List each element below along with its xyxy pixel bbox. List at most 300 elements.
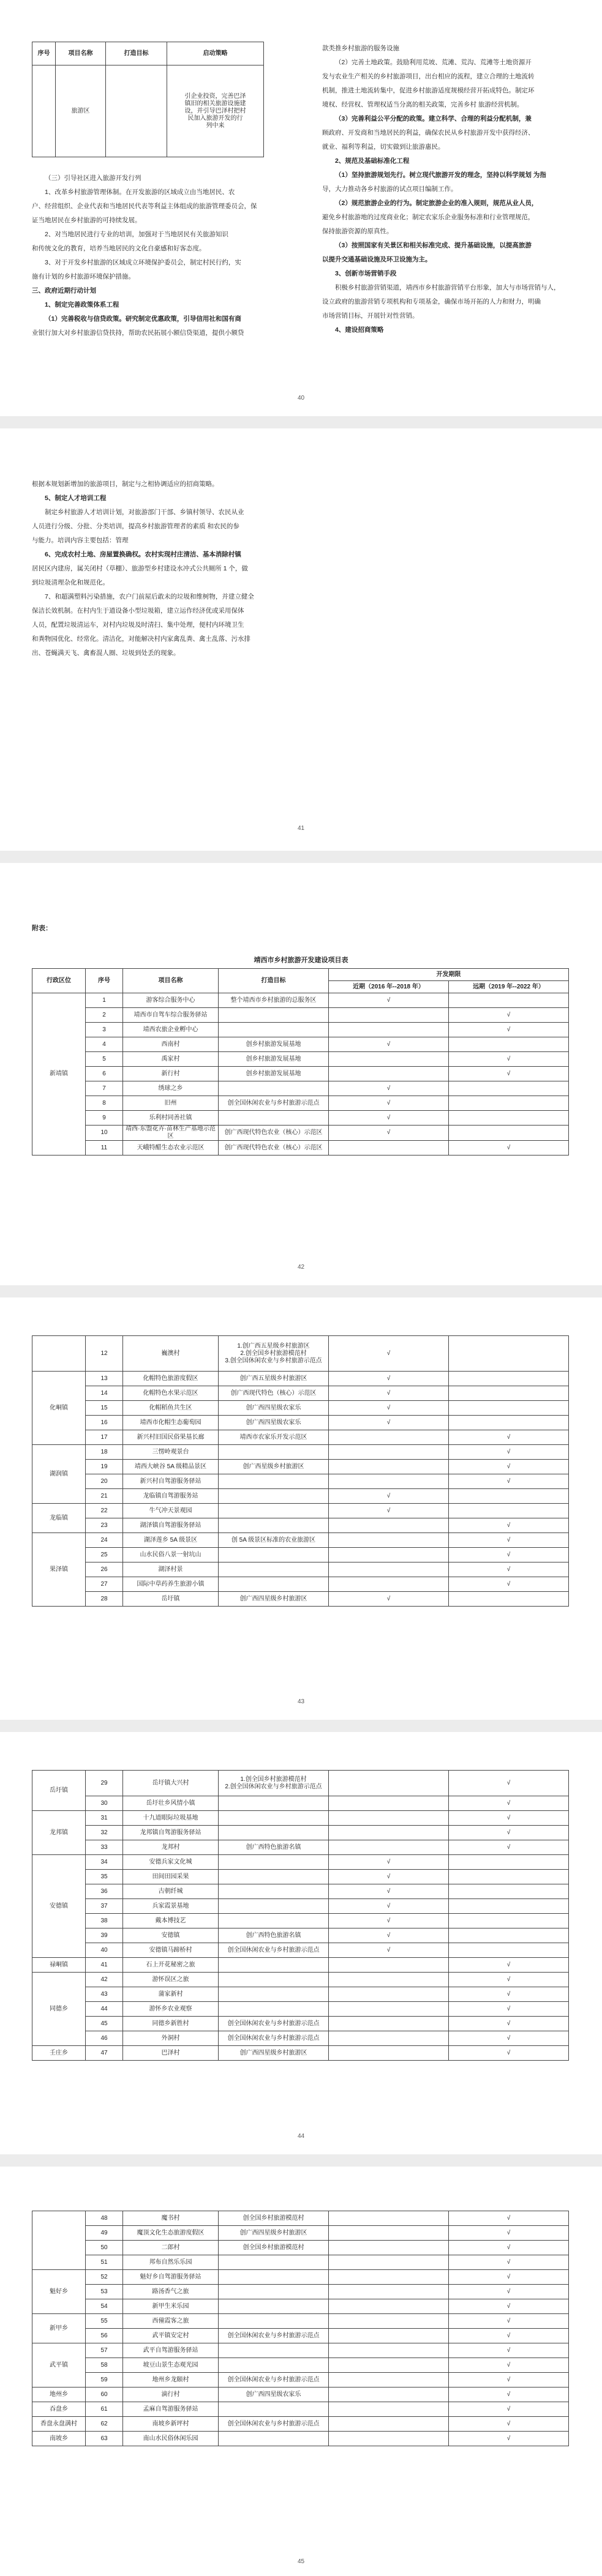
project-goal: [219, 1811, 329, 1826]
table-row: [32, 2241, 569, 2255]
table-row: [32, 1914, 569, 1928]
page-6: [0, 2167, 602, 2576]
project-name: 同德乡新胜村: [123, 2017, 219, 2031]
row-number: 39: [86, 1928, 123, 1943]
cell-empty: [32, 65, 56, 157]
near-term-check: √: [329, 993, 449, 1008]
near-term-check: [329, 2031, 449, 2046]
text-line: 1、制定完善政策体系工程: [45, 301, 119, 308]
row-number: 4: [86, 1037, 123, 1052]
district-cell: 岳圩镇: [32, 1771, 86, 1811]
text-line: 顾政府、开发商和当地居民的利益，确保农民从乡村旅游开发中获得经济、: [322, 129, 535, 136]
row-number: 47: [86, 2046, 123, 2061]
project-goal: [219, 1973, 329, 1987]
project-goal: 创广西四星级农家乐: [219, 2387, 329, 2402]
long-term-check: √: [449, 2211, 569, 2226]
project-goal: 1.创广西五星级乡村旅游区 2.创全国乡村旅游模范村 3.创全国休闲农业与乡村旅游示范点: [219, 1336, 329, 1372]
project-name: 安德镇马蹄桥村: [123, 1943, 219, 1958]
near-term-check: √: [329, 1855, 449, 1870]
text-line: 就业、福利等利益，切实做到让旅游惠民。: [322, 143, 445, 151]
long-term-check: [449, 1504, 569, 1518]
cell-empty: [106, 65, 167, 157]
table-row: [32, 1855, 569, 1870]
near-term-check: [329, 2329, 449, 2343]
table-row: [32, 2329, 569, 2343]
table-title: 靖西市乡村旅游开发建设项目表: [254, 957, 348, 964]
project-goal: 创广西星级乡村旅游区: [219, 1460, 329, 1474]
table-row: [32, 1141, 569, 1155]
project-name: 南坡乡新坪村: [123, 2417, 219, 2432]
long-term-check: [449, 1037, 569, 1052]
long-term-check: [449, 1081, 569, 1096]
district-cell: 新甲乡: [32, 2314, 86, 2343]
project-goal: [219, 1081, 329, 1096]
text-line: 1、改革乡村旅游管理体制。在开发旅游的区域成立由当地居民、农: [45, 189, 235, 196]
project-name: 十九道眼际垃圾基地: [123, 1811, 219, 1826]
project-goal: 1.创全国乡村旅游模范村 2.创全国休闲农业与乡村旅游示范点: [219, 1771, 329, 1796]
long-term-check: [449, 1416, 569, 1430]
row-number: 19: [86, 1460, 123, 1474]
table-row: [32, 1504, 569, 1518]
row-number: 58: [86, 2358, 123, 2373]
project-goal: [219, 2285, 329, 2299]
text-line: 境权、经营权、管理权适当分离的相关政策，完善乡村 旅游经营机制。: [322, 101, 524, 108]
row-number: 45: [86, 2017, 123, 2031]
table-row: [32, 1474, 569, 1489]
project-goal: [219, 1884, 329, 1899]
project-goal: [219, 2002, 329, 2017]
text-line: 施有计划的乡村旅游环境保护措施。: [32, 273, 135, 280]
project-name: 南山水民俗休闲乐园: [123, 2432, 219, 2446]
project-goal: 创广西四星级农家乐: [219, 1416, 329, 1430]
long-term-check: [449, 1899, 569, 1914]
long-term-check: √: [449, 1562, 569, 1577]
project-name: 三愣岭观景台: [123, 1445, 219, 1460]
near-term-check: [329, 1052, 449, 1067]
long-term-check: √: [449, 2226, 569, 2241]
row-number: 50: [86, 2241, 123, 2255]
project-goal: 创广西四星级乡村旅游区: [219, 1592, 329, 1607]
near-term-check: [329, 2270, 449, 2285]
row-number: 33: [86, 1840, 123, 1855]
project-name: 化帽特色旅游度假区: [123, 1372, 219, 1386]
table-row: [32, 2285, 569, 2299]
table-row: [32, 1445, 569, 1460]
near-term-check: [329, 2211, 449, 2226]
project-name: 靖西市自驾车综合服务驿站: [123, 1008, 219, 1023]
row-number: 15: [86, 1401, 123, 1416]
near-term-check: [329, 2417, 449, 2432]
project-name: 绣球之乡: [123, 1081, 219, 1096]
project-name: 靖西农旅企业孵中心: [123, 1023, 219, 1037]
project-name: 石上开花秘密之旅: [123, 1958, 219, 1973]
row-number: 59: [86, 2373, 123, 2387]
district-cell: 新靖镇: [32, 993, 86, 1155]
row-number: 32: [86, 1826, 123, 1840]
project-goal: [219, 1577, 329, 1592]
row-number: 18: [86, 1445, 123, 1460]
long-term-check: √: [449, 1577, 569, 1592]
project-goal: 创广西现代特色（核心）示范区: [219, 1386, 329, 1401]
table-row: [32, 1023, 569, 1037]
near-term-check: [329, 2241, 449, 2255]
project-goal: [219, 2402, 329, 2417]
row-number: 23: [86, 1518, 123, 1533]
page-3: [0, 863, 602, 1285]
long-term-check: √: [449, 1474, 569, 1489]
row-number: 51: [86, 2255, 123, 2270]
table-row: [32, 1899, 569, 1914]
project-goal: [219, 1489, 329, 1504]
long-term-check: √: [449, 2387, 569, 2402]
long-term-check: [449, 1126, 569, 1141]
row-number: 57: [86, 2343, 123, 2358]
th-goal: 打造目标: [219, 969, 329, 993]
long-term-check: √: [449, 1840, 569, 1855]
long-term-check: √: [449, 1460, 569, 1474]
long-term-check: √: [449, 1958, 569, 1973]
table-row: [32, 2031, 569, 2046]
long-term-check: √: [449, 1826, 569, 1840]
text-line: （3）完善利益公平分配的政策。建立科学、合理的利益分配机制，兼: [335, 115, 532, 122]
near-term-check: √: [329, 1386, 449, 1401]
row-number: 46: [86, 2031, 123, 2046]
project-name: 岳圩壮乡风情小镇: [123, 1796, 219, 1811]
project-name: 游怀误区之旅: [123, 1973, 219, 1987]
project-name: 滴行村: [123, 2387, 219, 2402]
near-term-check: √: [329, 1504, 449, 1518]
project-goal: 创全国休闲农业与乡村旅游示范点: [219, 2031, 329, 2046]
project-name: 湖泽莲乡 5A 级景区: [123, 1533, 219, 1548]
text-line: 以提升交通基础设施及环卫设施为主。: [322, 256, 432, 263]
table-row: [32, 1840, 569, 1855]
project-name: 外洞村: [123, 2031, 219, 2046]
project-goal: 整个靖西市乡村旅游的总服务区: [219, 993, 329, 1008]
table-row: [32, 1562, 569, 1577]
text-line: 5、制定人才培训工程: [45, 495, 107, 502]
project-goal: 创广西四星级乡村旅游区: [219, 2226, 329, 2241]
near-term-check: [329, 2226, 449, 2241]
project-goal: 创 5A 级景区标准的农业旅游区: [219, 1533, 329, 1548]
project-name: 靖西市化帽生态葡萄园: [123, 1416, 219, 1430]
long-term-check: √: [449, 1518, 569, 1533]
text-line: （三）引导社区进入旅游开发行列: [45, 174, 141, 182]
row-number: 10: [86, 1126, 123, 1141]
near-term-check: √: [329, 1943, 449, 1958]
table-row: [32, 1126, 569, 1141]
project-name: 国际中草药养生旅游小镇: [123, 1577, 219, 1592]
text-line: 3、对于开发乡村旅游的区域成立环境保护委员会，制定村民行约，实: [45, 259, 241, 266]
near-term-check: [329, 1973, 449, 1987]
near-term-check: √: [329, 1126, 449, 1141]
project-name: 靖西大峡谷 5A 级精品景区: [123, 1460, 219, 1474]
table-row: [32, 1052, 569, 1067]
near-term-check: [329, 2432, 449, 2446]
page-1: [0, 0, 602, 416]
project-goal: [219, 2358, 329, 2373]
project-name: 邦布自然乐乐园: [123, 2255, 219, 2270]
project-name: 龙邦镇自驾游服务驿站: [123, 1826, 219, 1840]
long-term-check: [449, 1489, 569, 1504]
table-row: [32, 1811, 569, 1826]
near-term-check: √: [329, 1336, 449, 1372]
table-row: [32, 2417, 569, 2432]
text-line: 6、完成农村土地、房屋置换确权。农村实现村庄清洁、基本消除村镇: [45, 551, 241, 558]
text-line: （1）坚持旅游规划先行。树立现代旅游开发的理念，坚持以科学规划 为指: [335, 171, 546, 179]
page-5: [0, 1732, 602, 2154]
page-number: 44: [297, 2133, 305, 2140]
project-goal: [219, 1826, 329, 1840]
long-term-check: √: [449, 2373, 569, 2387]
row-number: 37: [86, 1899, 123, 1914]
project-name: 靖西·东盟花卉·苗林生产基地示范区: [123, 1126, 219, 1141]
district-cell: 安德镇: [32, 1855, 86, 1958]
project-name: 古朝纤城: [123, 1884, 219, 1899]
long-term-check: [449, 1928, 569, 1943]
long-term-check: [449, 1336, 569, 1372]
near-term-check: √: [329, 1489, 449, 1504]
row-number: 29: [86, 1771, 123, 1796]
text-line: 出、苍蝇满天飞、禽畜混人圈、垃圾到处丢的现象。: [32, 649, 180, 657]
project-table-part-4: [32, 2211, 569, 2446]
table-row: [32, 2226, 569, 2241]
table-row: [32, 2432, 569, 2446]
project-name: 新兴村自驾游服务驿站: [123, 1474, 219, 1489]
near-term-check: [329, 1548, 449, 1562]
table-row: [32, 1796, 569, 1811]
table-row: [32, 2402, 569, 2417]
project-name: 游客综合服务中心: [123, 993, 219, 1008]
near-term-check: [329, 1771, 449, 1796]
row-number: 31: [86, 1811, 123, 1826]
long-term-check: √: [449, 1008, 569, 1023]
near-term-check: √: [329, 1928, 449, 1943]
long-term-check: √: [449, 1052, 569, 1067]
project-table-part-2: [32, 1335, 569, 1607]
table-row: [32, 1771, 569, 1796]
project-name: 牛气冲天景观园: [123, 1504, 219, 1518]
row-number: 20: [86, 1474, 123, 1489]
long-term-check: √: [449, 1796, 569, 1811]
district-cell: 吞盘乡: [32, 2402, 86, 2417]
row-number: 12: [86, 1336, 123, 1372]
row-number: 48: [86, 2211, 123, 2226]
top-table: [32, 42, 264, 157]
table-row: [32, 1096, 569, 1111]
project-table-part-3: [32, 1770, 569, 2061]
near-term-check: [329, 2373, 449, 2387]
near-term-check: [329, 2046, 449, 2061]
table-row: [32, 1548, 569, 1562]
district-cell: 禄峒镇: [32, 1958, 86, 1973]
text-line: （1）完善税收与信贷政策。研究制定优惠政策，引导信用社和国有商: [45, 315, 241, 323]
near-term-check: [329, 1460, 449, 1474]
project-goal: 创全国乡村旅游模范村: [219, 2211, 329, 2226]
project-name: 岳圩镇: [123, 1592, 219, 1607]
table-row: [32, 1973, 569, 1987]
table-row: [32, 2211, 569, 2226]
page-number: 42: [297, 1264, 305, 1271]
table-row: [32, 1336, 569, 1372]
text-line: 户、经营组织、企业代表和当地居民代表等利益主体组成的旅游管理委员会，保: [32, 203, 257, 210]
table-row: [32, 1592, 569, 1607]
th-strategy: 启动策略: [167, 42, 264, 65]
project-name: 魔顶文化生态旅游度假区: [123, 2226, 219, 2241]
project-goal: 创乡村旅游发展基地: [219, 1067, 329, 1081]
project-goal: [219, 1562, 329, 1577]
near-term-check: [329, 1987, 449, 2002]
table-row: [32, 2358, 569, 2373]
long-term-check: √: [449, 2343, 569, 2358]
district-cell: 南坡乡: [32, 2432, 86, 2446]
row-number: 7: [86, 1081, 123, 1096]
long-term-check: √: [449, 2255, 569, 2270]
table-row: [32, 2046, 569, 2061]
table-row: [32, 1943, 569, 1958]
long-term-check: √: [449, 2358, 569, 2373]
long-term-check: [449, 1884, 569, 1899]
long-term-check: √: [449, 1445, 569, 1460]
project-name: 戴本博技艺: [123, 1914, 219, 1928]
project-name: 化帽特色水果示范区: [123, 1386, 219, 1401]
long-term-check: √: [449, 2285, 569, 2299]
table-row: [32, 1533, 569, 1548]
near-term-check: [329, 1796, 449, 1811]
project-name: 乐利村同善社镇: [123, 1111, 219, 1126]
long-term-check: √: [449, 2402, 569, 2417]
row-number: 40: [86, 1943, 123, 1958]
row-number: 54: [86, 2299, 123, 2314]
long-term-check: [449, 1096, 569, 1111]
near-term-check: [329, 1840, 449, 1855]
row-number: 26: [86, 1562, 123, 1577]
project-goal: [219, 2255, 329, 2270]
table-row: [32, 1111, 569, 1126]
th-no: 序号: [32, 42, 56, 65]
long-term-check: √: [449, 1430, 569, 1445]
table-row: [32, 1884, 569, 1899]
project-goal: 创广西特色旅游名镇: [219, 1840, 329, 1855]
table-row: [32, 2017, 569, 2031]
row-number: 36: [86, 1884, 123, 1899]
project-goal: 创广西四星级乡村旅游区: [219, 2046, 329, 2061]
long-term-check: √: [449, 1973, 569, 1987]
near-term-check: √: [329, 1037, 449, 1052]
near-term-check: √: [329, 1870, 449, 1884]
th-near: 近期（2016 年--2018 年）: [329, 981, 449, 993]
cell-strategy: 引企业投资，完善巴泽 镇旧的相关旅游设施建 设，并引导巴泽村把村 民加入旅游开发的行 列中来: [167, 65, 264, 157]
project-goal: 创乡村旅游发展基地: [219, 1052, 329, 1067]
long-term-check: [449, 1386, 569, 1401]
long-term-check: √: [449, 2432, 569, 2446]
text-line: 人员，配置垃圾清运车，对村内垃圾及时清扫、集中处理，便村内环境卫生: [32, 621, 244, 629]
table-row: [32, 1401, 569, 1416]
district-cell: 湖润镇: [32, 1445, 86, 1504]
near-term-check: [329, 1067, 449, 1081]
row-number: 56: [86, 2329, 123, 2343]
near-term-check: [329, 1008, 449, 1023]
page-number: 43: [297, 1698, 305, 1705]
project-name: 西僮霞客之旅: [123, 2314, 219, 2329]
cell-name: 旅游区: [56, 65, 106, 157]
text-line: 发与农业生产相关的乡村旅游项目，出台相应的流程，建立合理的土地流转: [322, 73, 535, 80]
near-term-check: √: [329, 1884, 449, 1899]
row-number: 61: [86, 2402, 123, 2417]
text-line: 4、建设招商策略: [335, 326, 384, 334]
th-period: 开发期限: [329, 969, 569, 981]
text-line: 三、政府近期行动计划: [32, 287, 96, 294]
project-goal: [219, 1518, 329, 1533]
text-line: 人员进行分级、分批、分类培训，提高乡村旅游管理者的素质 和农民的参: [32, 523, 239, 530]
project-goal: [219, 2343, 329, 2358]
project-name: 湖泽镇自驾游服务驿站: [123, 1518, 219, 1533]
table-row: [32, 1037, 569, 1052]
row-number: 63: [86, 2432, 123, 2446]
long-term-check: √: [449, 1987, 569, 2002]
near-term-check: [329, 2255, 449, 2270]
long-term-check: √: [449, 2017, 569, 2031]
th-name: 项目名称: [123, 969, 219, 993]
project-name: 巴泽村: [123, 2046, 219, 2061]
long-term-check: √: [449, 2270, 569, 2285]
near-term-check: [329, 2299, 449, 2314]
project-goal: [219, 2299, 329, 2314]
long-term-check: √: [449, 2417, 569, 2432]
project-name: 游怀乡农业观察: [123, 2002, 219, 2017]
text-line: 保持旅游资源的原真性。: [322, 228, 393, 235]
project-goal: [219, 1445, 329, 1460]
long-term-check: √: [449, 1548, 569, 1562]
row-number: 14: [86, 1386, 123, 1401]
project-goal: 创全国休闲农业与乡村旅游示范点: [219, 2373, 329, 2387]
th-no: 序号: [86, 969, 123, 993]
near-term-check: [329, 1577, 449, 1592]
long-term-check: √: [449, 2241, 569, 2255]
district-cell: [32, 1336, 86, 1372]
project-name: 西南村: [123, 1037, 219, 1052]
row-number: 5: [86, 1052, 123, 1067]
text-line: 和传统文化的教育，培养当地居民的文化自豪感和好客态度。: [32, 245, 206, 252]
project-name: 武平自驾游服务驿站: [123, 2343, 219, 2358]
text-line: 7、和超满塑料污染措施，农户门前屋后敢未的垃圾和维树物，并建立健全: [45, 593, 254, 600]
row-number: 6: [86, 1067, 123, 1081]
near-term-check: √: [329, 1111, 449, 1126]
project-goal: [219, 1111, 329, 1126]
project-goal: [219, 1023, 329, 1037]
table-row: [32, 2002, 569, 2017]
near-term-check: [329, 1958, 449, 1973]
th-far: 远期（2019 年--2022 年）: [449, 981, 569, 993]
text-line: 证当地居民在乡村旅游的可持续发展。: [32, 217, 141, 224]
table-row: [32, 2387, 569, 2402]
near-term-check: [329, 1533, 449, 1548]
district-cell: 魁好乡: [32, 2270, 86, 2314]
project-goal: 创全国休闲农业与乡村旅游示范点: [219, 2017, 329, 2031]
project-name: 孟麻自驾游服务驿站: [123, 2402, 219, 2417]
th-name: 项目名称: [56, 42, 106, 65]
project-name: 路汤香气之旅: [123, 2285, 219, 2299]
long-term-check: √: [449, 2031, 569, 2046]
project-name: 湖泽村景: [123, 1562, 219, 1577]
text-line: 制定乡村旅游人才培训计划，对旅游部门干部、乡镇村领导、农民从业: [45, 509, 244, 516]
long-term-check: √: [449, 2046, 569, 2061]
near-term-check: [329, 1023, 449, 1037]
text-line: 积极乡村旅游营销渠道，靖西市乡村旅游营销平台形象，加大与市场营销与人，: [335, 284, 560, 291]
text-line: 根据本规划新增加的旅游项目，制定与之相协调适应的招商策略。: [32, 480, 219, 488]
project-name: 新兴村旧国民俗果基长廊: [123, 1430, 219, 1445]
project-goal: [219, 2432, 329, 2446]
table-row: [32, 1386, 569, 1401]
